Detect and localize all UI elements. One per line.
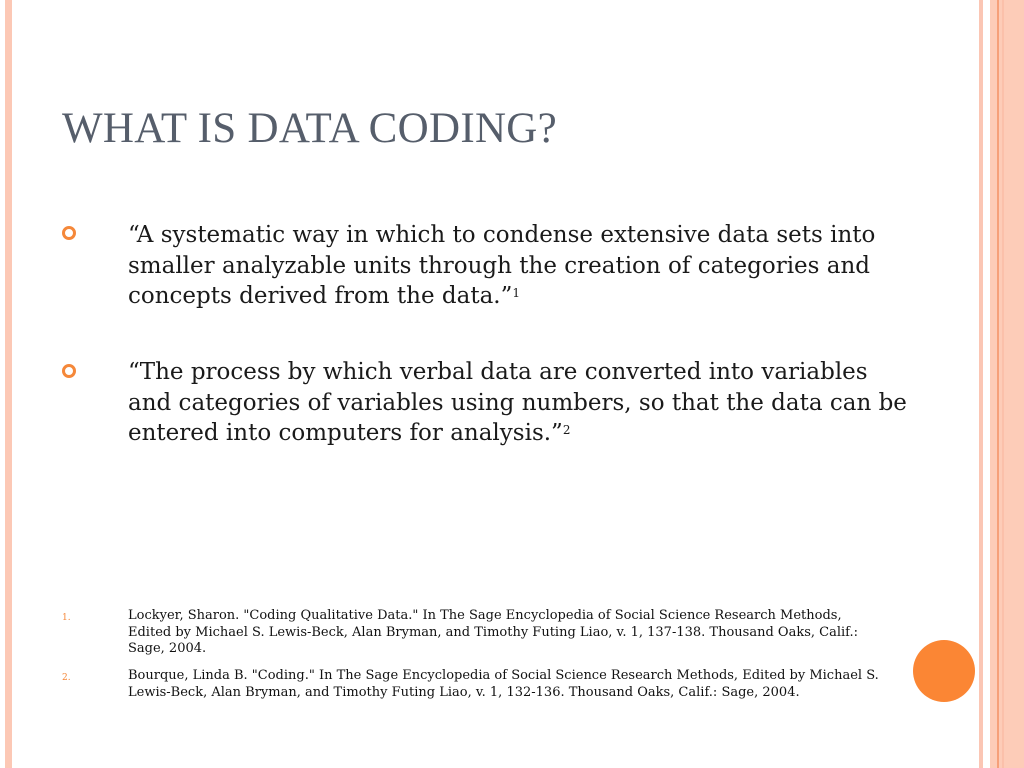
footnote-number: 2. <box>62 673 71 683</box>
right-decorative-line <box>1002 0 1004 768</box>
slide-title: WHAT IS DATA CODING? <box>62 105 558 152</box>
footnote-number: 1. <box>62 613 71 623</box>
right-decorative-line <box>997 0 999 768</box>
footnote-ref: 2 <box>562 423 571 437</box>
bullet-text: “A systematic way in which to condense extensive data sets into smaller analyzable units through the creation of categories and concepts derived from the data.” <box>128 222 876 309</box>
decorative-orange-circle <box>913 640 975 702</box>
circle-bullet-icon <box>62 364 76 378</box>
left-decorative-stripe <box>5 0 12 768</box>
footnote-ref: 1 <box>512 286 520 300</box>
bullet-text: “The process by which verbal data are converted into variables and categories of variables using numbers, so that the data can be entered into computers for analysis.” <box>128 359 907 446</box>
bullet-definition-1 <box>128 220 908 312</box>
right-decorative-stripe <box>979 0 983 768</box>
right-decorative-band <box>990 0 1024 768</box>
footnote-2: Bourque, Linda B. "Coding." In The Sage Encyclopedia of Social Science Research Methods, Edited by Michael S. Lewis-Beck, Alan Bryman, and Timothy Futing Liao, v. 1, 132-136. Thousand Oaks, Calif.: Sage, 2004. <box>128 668 879 700</box>
footnote-1: Lockyer, Sharon. "Coding Qualitative Data." In The Sage Encyclopedia of Social Science Research Methods, Edited by Michael S. Lewis-Beck, Alan Bryman, and Timothy Futing Liao, v. 1, 137-138. Thousand Oaks, Calif.: Sage, 2004. <box>128 608 859 656</box>
circle-bullet-icon <box>62 226 76 240</box>
bullet-definition-2 <box>128 357 908 449</box>
